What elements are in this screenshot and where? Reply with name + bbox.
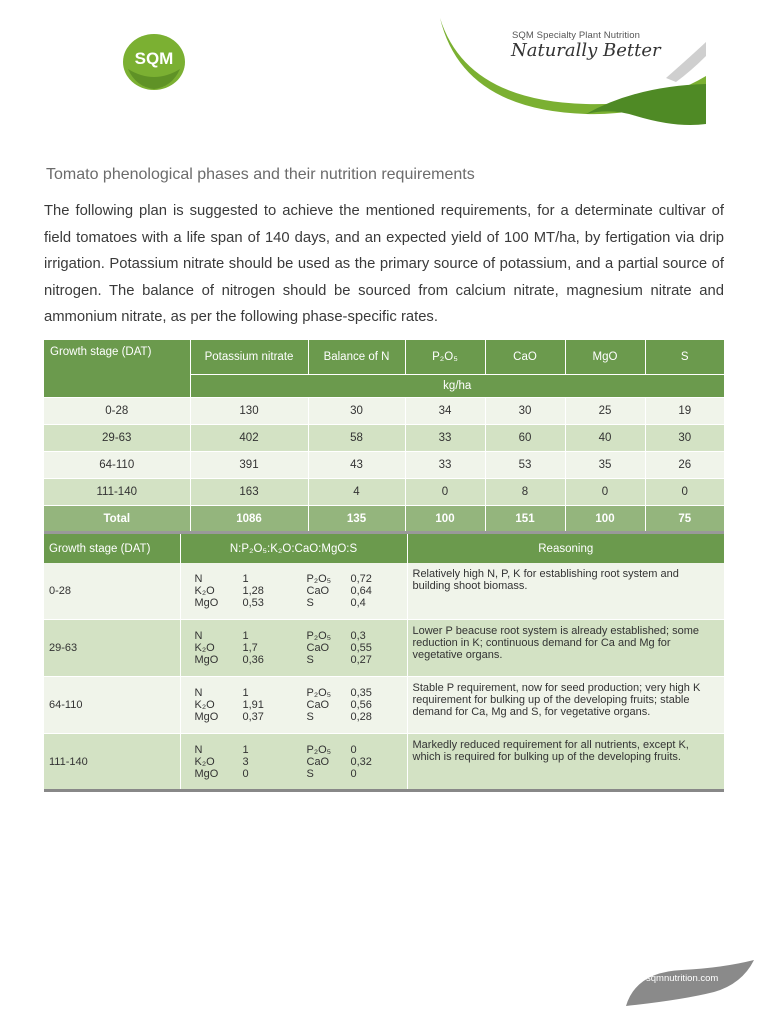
nutrient-label: MgO — [194, 711, 219, 723]
cell: 30 — [308, 398, 405, 425]
reasoning-cell: Stable P requirement, now for seed production; very high K requirement for bulking up of the developing fruits; stable demand for Ca, Mg and S, for vegetative organs. — [407, 677, 724, 734]
nutrient-value: 0,28 — [350, 711, 372, 723]
footer-url[interactable]: sqmnutrition.com — [646, 973, 719, 984]
nutrient-value: 1,7 — [242, 642, 258, 654]
nutrient-label: S — [306, 597, 314, 609]
nutrient-value: 1 — [242, 573, 249, 585]
nutrient-label: N — [194, 687, 203, 699]
nutrient-value: 0,27 — [350, 654, 372, 666]
ratio-header-reasoning: Reasoning — [407, 534, 724, 563]
cell: 111-140 — [44, 479, 190, 506]
cell: 64-110 — [44, 452, 190, 479]
ratio-cell — [180, 734, 407, 791]
table-row — [44, 425, 724, 452]
cell: 100 — [405, 506, 485, 533]
cell: 100 — [565, 506, 645, 533]
rates-header-kno3: Potassium nitrate — [190, 340, 308, 375]
nutrient-label: S — [306, 711, 314, 723]
nutrient-value: 0,36 — [242, 654, 264, 666]
stage-cell: 0-28 — [44, 563, 180, 620]
cell: 58 — [308, 425, 405, 452]
reasoning-cell: Markedly reduced requirement for all nutrients, except K, which is required for bulking up of the developing fruits. — [407, 734, 724, 791]
nutrient-value: 1,28 — [242, 585, 264, 597]
ratio-table — [44, 534, 724, 792]
cell: 25 — [565, 398, 645, 425]
cell: 33 — [405, 425, 485, 452]
cell: 130 — [190, 398, 308, 425]
nutrient-value: 0,55 — [350, 642, 372, 654]
cell: 8 — [485, 479, 565, 506]
cell: 402 — [190, 425, 308, 452]
nutrient-label: MgO — [194, 654, 219, 666]
nutrient-value: 1,91 — [242, 699, 264, 711]
nutrient-label: N — [194, 573, 203, 585]
sqm-logo — [122, 33, 186, 91]
nutrient-label: S — [306, 654, 314, 666]
sqm-logo-text: SQM — [134, 49, 174, 68]
nutrient-value: 0,35 — [350, 687, 372, 699]
rates-header-cao: CaO — [485, 340, 565, 375]
table-row — [44, 563, 724, 620]
nutrient-value: 1 — [242, 687, 249, 699]
nutrient-label: CaO — [306, 699, 330, 711]
nutrient-label: N — [194, 630, 203, 642]
cell: 163 — [190, 479, 308, 506]
table-row — [44, 452, 724, 479]
nutrient-label: MgO — [194, 597, 219, 609]
nutrient-value: 0,53 — [242, 597, 264, 609]
cell: 30 — [645, 425, 724, 452]
nutrient-value: 1 — [242, 743, 249, 756]
nutrient-label: K₂O — [194, 755, 215, 768]
nutrient-label: N — [194, 743, 203, 756]
cell: 35 — [565, 452, 645, 479]
nutrient-label: CaO — [306, 585, 330, 597]
rates-table — [44, 340, 724, 534]
brand-tagline: Naturally Better — [511, 40, 661, 61]
nutrient-label: P₂O₅ — [306, 687, 332, 699]
nutrient-label: CaO — [306, 755, 330, 768]
table-row — [44, 734, 724, 791]
cell: 30 — [485, 398, 565, 425]
ratio-header-ratio: N:P₂O₅:K₂O:CaO:MgO:S — [180, 534, 407, 563]
cell: 4 — [308, 479, 405, 506]
rates-unit: kg/ha — [190, 375, 724, 398]
rates-header-p2o5: P₂O₅ — [405, 340, 485, 375]
nutrient-value: 0,72 — [350, 573, 372, 585]
nutrient-label: K₂O — [194, 585, 215, 597]
stage-cell: 29-63 — [44, 620, 180, 677]
nutrient-label: CaO — [306, 642, 330, 654]
stage-cell: 111-140 — [44, 734, 180, 791]
cell: 26 — [645, 452, 724, 479]
rates-header-s: S — [645, 340, 724, 375]
cell: Total — [44, 506, 190, 533]
nutrient-label: K₂O — [194, 642, 215, 654]
reasoning-cell: Relatively high N, P, K for establishing root system and building shoot biomass. — [407, 563, 724, 620]
cell: 151 — [485, 506, 565, 533]
rates-header-stage: Growth stage (DAT) — [44, 340, 190, 398]
page-title: Tomato phenological phases and their nutrition requirements — [46, 166, 475, 183]
table-row — [44, 479, 724, 506]
cell: 43 — [308, 452, 405, 479]
cell: 0 — [645, 479, 724, 506]
nutrient-value: 0,56 — [350, 699, 372, 711]
cell: 60 — [485, 425, 565, 452]
cell: 53 — [485, 452, 565, 479]
total-row — [44, 506, 724, 533]
nutrient-value: 0,32 — [350, 755, 372, 768]
nutrient-value: 0,4 — [350, 597, 366, 609]
ratio-cell — [180, 563, 407, 620]
nutrient-label: P₂O₅ — [306, 573, 332, 585]
nutrient-label: P₂O₅ — [306, 743, 332, 756]
nutrient-value: 0,3 — [350, 630, 366, 642]
cell: 1086 — [190, 506, 308, 533]
stage-cell: 64-110 — [44, 677, 180, 734]
ratio-cell — [180, 677, 407, 734]
cell: 0 — [565, 479, 645, 506]
intro-paragraph: The following plan is suggested to achieve the mentioned requirements, for a determinate cultivar of field tomatoes with a life span of 140 days, and an expected yield of 100 MT/ha, by fertigation via drip irrigation. Potassium nitrate should be used as the primary source of potassium, and a partial source of nitrogen. The balance of nitrogen should be sourced from calcium nitrate, magnesium nitrate and ammonium nitrate, as per the following phase-specific rates. — [44, 203, 724, 325]
cell: 0 — [405, 479, 485, 506]
table-row — [44, 398, 724, 425]
nutrient-label: MgO — [194, 767, 219, 780]
table-row — [44, 677, 724, 734]
nutrient-value: 0,37 — [242, 711, 264, 723]
nutrient-value: 3 — [242, 755, 249, 768]
cell: 29-63 — [44, 425, 190, 452]
cell: 34 — [405, 398, 485, 425]
nutrient-value: 0,64 — [350, 585, 372, 597]
rates-header-mgo: MgO — [565, 340, 645, 375]
cell: 33 — [405, 452, 485, 479]
nutrient-value: 0 — [350, 767, 357, 780]
cell: 75 — [645, 506, 724, 533]
nutrient-value: 1 — [242, 630, 249, 642]
nutrient-label: P₂O₅ — [306, 630, 332, 642]
nutrient-label: K₂O — [194, 699, 215, 711]
reasoning-cell: Lower P beacuse root system is already established; some reduction in K; continuous demand for Ca and Mg for vegetative organs. — [407, 620, 724, 677]
cell: 0-28 — [44, 398, 190, 425]
rates-header-n: Balance of N — [308, 340, 405, 375]
cell: 135 — [308, 506, 405, 533]
cell: 391 — [190, 452, 308, 479]
table-row — [44, 620, 724, 677]
nutrient-value: 0 — [242, 767, 249, 780]
cell: 19 — [645, 398, 724, 425]
cell: 40 — [565, 425, 645, 452]
nutrient-label: S — [306, 767, 314, 780]
ratio-cell — [180, 620, 407, 677]
brand-subtitle: SQM Specialty Plant Nutrition — [512, 30, 641, 41]
nutrient-value: 0 — [350, 743, 357, 756]
ratio-header-stage: Growth stage (DAT) — [44, 534, 180, 563]
